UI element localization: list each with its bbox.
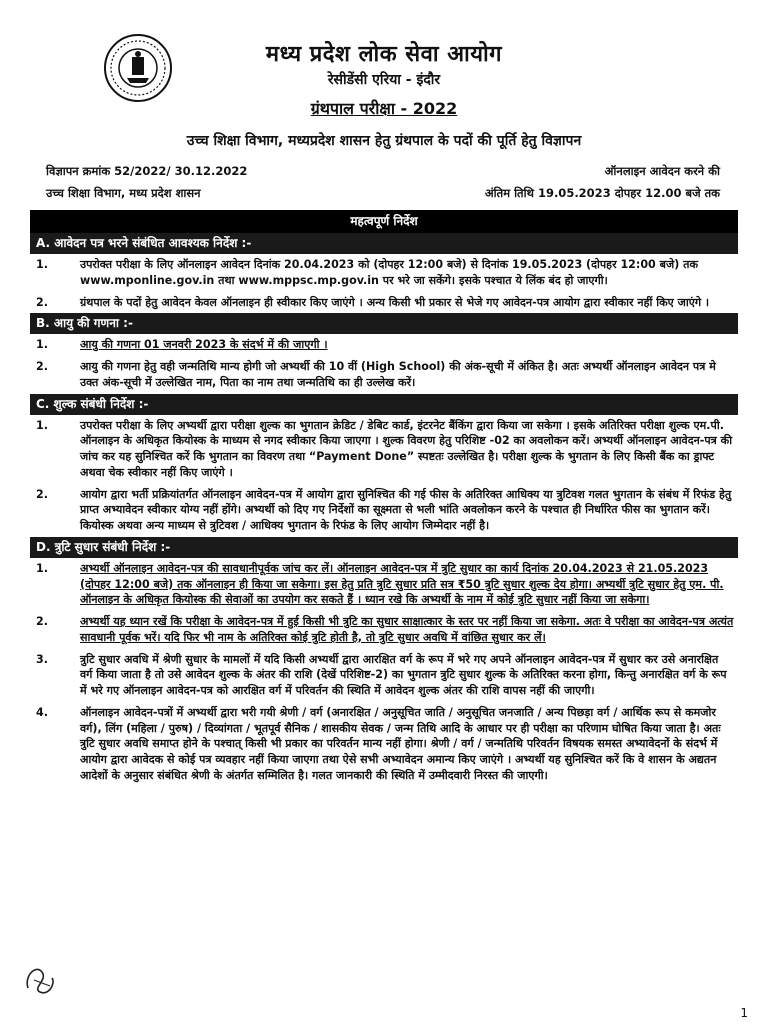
page-number: 1 bbox=[740, 1006, 748, 1020]
list-item: 1. आयु की गणना 01 जनवरी 2023 के संदर्भ में की जाएगी । bbox=[30, 334, 738, 356]
advert-number: विज्ञापन क्रमांक 52/2022/ 30.12.2022 bbox=[46, 164, 248, 178]
list-item: 1. अभ्यर्थी ऑनलाइन आवेदन-पत्र की सावधानीपूर्वक जांच कर लें। ऑनलाइन आवेदन-पत्र में त्रुटि सुधार का कार्य दिनांक 20.04.2023 से 21.05.2023 (दोपहर 12:00 बजे) तक ऑनलाइन ही किया जा सकेगा। इस हेतु प्रति त्रुटि सुधार प्रति सत्र ₹50 त्रुटि सुधार शुल्क देय होगा। अभ्यर्थी त्रुटि सुधार हेतु एम. पी. ऑनलाइन के अधिकृत कियोस्क की सेवाओं का उपयोग कर सकते हैं । ध्यान रखे कि अभ्यर्थी के नाम में कोई त्रुटि सुधार नहीं किया जा सकेगा। bbox=[30, 558, 738, 611]
instruction-text: आयु की गणना हेतु वही जन्मतिथि मान्य होगी जो अभ्यर्थी की 10 वीं (High School) की अंक-सूची में अंकित है। अतः अभ्यर्थी ऑनलाइन आवेदन पत्र मे उक्त अंक-सूची में उल्लेखित नाम, पिता का नाम तथा जन्मतिथि का ही उल्लेख करें। bbox=[80, 360, 716, 389]
org-address: रेसीडेंसी एरिया - इंदौर bbox=[327, 72, 441, 88]
instruction-text: ऑनलाइन आवेदन-पत्रों में अभ्यर्थी द्वारा भरी गयी श्रेणी / वर्ग (अनारक्षित / अनुसूचित जाति / अनुसूचित जनजाति / अन्य पिछड़ा वर्ग / आर्थिक रूप से कमजोर वर्ग), लिंग (महिला / पुरुष) / दिव्यांगता / भूतपूर्व सैनिक / शासकीय सेवक / जन्म तिथि आदि के आधार पर ही परीक्षा का परिणाम घोषित किया जाता है। अतः त्रुटि सुधार अवधि समाप्त होने के पश्चात् किसी भी प्रकार का परिवर्तन मान्य नहीं होगा। श्रेणी / वर्ग / जन्मतिथि परिवर्तन विषयक समस्त अभ्यावेदनों के संदर्भ में आयोग द्वारा आवेदक से कोई पत्र व्यवहार नहीं किया जाएगा तथा ऐसे सभी अभ्यावेदन अमान्य किए जाएंगे । अभ्यर्थी यह सुनिश्चित करें कि वे शासन के अद्यतन आदेशों के अनुसार संबंधित श्रेणी के अंतर्गत सम्मिलित है। गलत जानकारी की स्थिति में उम्मीदवारी निरस्त की जाएगी। bbox=[80, 705, 721, 782]
list-item: 1. उपरोक्त परीक्षा के लिए अभ्यर्थी द्वारा परीक्षा शुल्क का भुगतान क्रेडिट / डेबिट कार्ड, इंटरनेट बैंकिंग द्वारा किया जा सकेगा । इसके अतिरिक्त परीक्षा शुल्क एम.पी. ऑनलाइन के अधिकृत कियोस्क के माध्यम से नगद स्वीकार किया जाएगा । शुल्क विवरण हेतु परिशिष्ट -02 का अवलोकन करें। अभ्यर्थी ऑनलाइन आवेदन-पत्र की जांच कर यह सुनिश्चित करें कि भुगतान का विवरण तथा “Payment Done” स्पष्टतः उल्लेखित है। परीक्षा शुल्क के भुगतान के लिए किसी बैंक का ड्राफ्ट अथवा चेक स्वीकार नहीं किए जाएंगे । bbox=[30, 415, 738, 484]
department-name: उच्च शिक्षा विभाग, मध्य प्रदेश शासन bbox=[46, 186, 201, 200]
instruction-text: उपरोक्त परीक्षा के लिए अभ्यर्थी द्वारा परीक्षा शुल्क का भुगतान क्रेडिट / डेबिट कार्ड, इंटरनेट बैंकिंग द्वारा किया जा सकेगा । इसके अतिरिक्त परीक्षा शुल्क एम.पी. ऑनलाइन के अधिकृत कियोस्क के माध्यम से नगद स्वीकार किया जाएगा । शुल्क विवरण हेतु परिशिष्ट -02 का अवलोकन करें। अभ्यर्थी ऑनलाइन आवेदन-पत्र की जांच कर यह सुनिश्चित करें कि भुगतान का विवरण तथा “Payment Done” स्पष्टतः उल्लेखित है। परीक्षा शुल्क के भुगतान के लिए किसी बैंक का ड्राफ्ट अथवा चेक स्वीकार नहीं किए जाएंगे । bbox=[80, 418, 733, 479]
instruction-text: अभ्यर्थी ऑनलाइन आवेदन-पत्र की सावधानीपूर्वक जांच कर लें। ऑनलाइन आवेदन-पत्र में त्रुटि सुधार का कार्य दिनांक 20.04.2023 से 21.05.2023 (दोपहर 12:00 बजे) तक ऑनलाइन ही किया जा सकेगा। इस हेतु प्रति त्रुटि सुधार प्रति सत्र ₹50 त्रुटि सुधार शुल्क देय होगा। अभ्यर्थी त्रुटि सुधार हेतु एम. पी. ऑनलाइन के अधिकृत कियोस्क की सेवाओं का उपयोग कर सकते हैं । ध्यान रखे कि अभ्यर्थी के नाम में कोई त्रुटि सुधार नहीं किया जा सकेगा। bbox=[80, 561, 724, 607]
list-item: 2. अभ्यर्थी यह ध्यान रखें कि परीक्षा के आवेदन-पत्र में हुई किसी भी त्रुटि का सुधार साक्षात्कार के स्तर पर नहीं किया जा सकेगा. अतः वे परीक्षा का आवेदन-पत्र अत्यंत सावधानी पूर्वक भरें। यदि फिर भी नाम के अतिरिक्त कोई त्रुटि होती है, तो त्रुटि सुधार अवधि में वांछित सुधार कर लें। bbox=[30, 611, 738, 649]
exam-title: ग्रंथपाल परीक्षा - 2022 bbox=[310, 99, 458, 118]
instruction-text: अभ्यर्थी यह ध्यान रखें कि परीक्षा के आवेदन-पत्र में हुई किसी भी त्रुटि का सुधार साक्षात्कार के स्तर पर नहीं किया जा सकेगा. अतः वे परीक्षा का आवेदन-पत्र अत्यंत सावधानी पूर्वक भरें। यदि फिर भी नाम के अतिरिक्त कोई त्रुटि होती है, तो त्रुटि सुधार अवधि में वांछित सुधार कर लें। bbox=[80, 615, 734, 644]
instruction-text: त्रुटि सुधार अवधि में श्रेणी सुधार के मामलों में यदि किसी अभ्यर्थी द्वारा आरक्षित वर्ग के रूप में भरे गए अपने ऑनलाइन आवेदन-पत्र में सुधार कर उसे अनारक्षित वर्ग किया जाता है तो उसे आवेदन शुल्क के अंतर की राशि (देखें परिशिष्ट-2) का भुगतान त्रुटि सुधार शुल्क के अतिरिक्त करना होगा, किन्तु अनारक्षित वर्ग के रूप में भरे गए ऑनलाइन आवेदन-पत्र को आरक्षित वर्ग में परिवर्तन की स्थिति में आवेदन शुल्क अंतर की राशि वापस नहीं की जाएगी। bbox=[80, 652, 727, 698]
instruction-text: ग्रंथपाल के पदों हेतु आवेदन केवल ऑनलाइन ही स्वीकार किए जाएंगे । अन्य किसी भी प्रकार से भेजे गए आवेदन-पत्र आयोग द्वारा स्वीकार नहीं किए जाएंगे । bbox=[80, 295, 710, 309]
instruction-text: आयोग द्वारा भर्ती प्रक्रियांतर्गत ऑनलाइन आवेदन-पत्र में आयोग द्वारा सुनिश्चित की गई फीस के अतिरिक्त आधिक्य या त्रुटिवश गलत भुगतान के संबंध में रिफंड हेतु प्राप्त अभ्यावेदन स्वीकार योग्य नहीं होंगे। अभ्यर्थी को दिए गए निर्देशों का सूक्ष्मता से भली भांति अवलोकन करने के पश्चात ही निर्धारित फीस का भुगतान करें। कियोस्क अथवा अन्य माध्यम से त्रुटिवश / आधिक्य भुगतान के रिफंड के लिए आयोग जिम्मेदार नहीं है। bbox=[80, 487, 732, 533]
last-date: अंतिम तिथि 19.05.2023 दोपहर 12.00 बजे तक bbox=[484, 186, 720, 200]
instruction-text: आयु की गणना 01 जनवरी 2023 के संदर्भ में की जाएगी । bbox=[80, 338, 328, 352]
advert-title: उच्च शिक्षा विभाग, मध्यप्रदेश शासन हेतु ग्रंथपाल के पदों की पूर्ति हेतु विज्ञापन bbox=[186, 133, 582, 149]
section-c-title: C. शुल्क संबंधी निर्देश :- bbox=[30, 394, 738, 415]
instructions-table bbox=[30, 210, 738, 787]
list-item: 4. ऑनलाइन आवेदन-पत्रों में अभ्यर्थी द्वारा भरी गयी श्रेणी / वर्ग (अनारक्षित / अनुसूचित जाति / अनुसूचित जनजाति / अन्य पिछड़ा वर्ग / आर्थिक रूप से कमजोर वर्ग), लिंग (महिला / पुरुष) / दिव्यांगता / भूतपूर्व सैनिक / शासकीय सेवक / जन्म तिथि आदि के आधार पर ही परीक्षा का परिणाम घोषित किया जाता है। अतः त्रुटि सुधार अवधि समाप्त होने के पश्चात् किसी भी प्रकार का परिवर्तन मान्य नहीं होगा। श्रेणी / वर्ग / जन्मतिथि परिवर्तन विषयक समस्त अभ्यावेदनों के संदर्भ में आयोग द्वारा आवेदक से कोई पत्र व्यवहार नहीं किया जाएगा तथा ऐसे सभी अभ्यावेदन अमान्य किए जाएंगे । अभ्यर्थी यह सुनिश्चित करें कि वे शासन के अद्यतन आदेशों के अनुसार संबंधित श्रेणी के अंतर्गत सम्मिलित है। गलत जानकारी की स्थिति में उम्मीदवारी निरस्त की जाएगी। bbox=[30, 702, 738, 787]
section-b-title: B. आयु की गणना :- bbox=[30, 313, 738, 334]
list-item: 2. ग्रंथपाल के पदों हेतु आवेदन केवल ऑनलाइन ही स्वीकार किए जाएंगे । अन्य किसी भी प्रकार से भेजे गए आवेदन-पत्र आयोग द्वारा स्वीकार नहीं किए जाएंगे । bbox=[30, 292, 738, 314]
org-name: मध्य प्रदेश लोक सेवा आयोग bbox=[265, 42, 503, 67]
list-item: 3. त्रुटि सुधार अवधि में श्रेणी सुधार के मामलों में यदि किसी अभ्यर्थी द्वारा आरक्षित वर्ग के रूप में भरे गए अपने ऑनलाइन आवेदन-पत्र में सुधार कर उसे अनारक्षित वर्ग किया जाता है तो उसे आवेदन शुल्क के अंतर की राशि (देखें परिशिष्ट-2) का भुगतान त्रुटि सुधार शुल्क के अतिरिक्त करना होगा, किन्तु अनारक्षित वर्ग के रूप में भरे गए ऑनलाइन आवेदन-पत्र को आरक्षित वर्ग में परिवर्तन की स्थिति में आवेदन शुल्क अंतर की राशि वापस नहीं की जाएगी। bbox=[30, 649, 738, 702]
table-heading: महत्वपूर्ण निर्देश bbox=[30, 210, 738, 233]
list-item: 1. उपरोक्त परीक्षा के लिए ऑनलाइन आवेदन दिनांक 20.04.2023 को (दोपहर 12:00 बजे) से दिनांक 19.05.2023 (दोपहर 12:00 बजे) तक www.mponline.gov.in तथा www.mppsc.mp.gov.in पर भरे जा सकेंगे। इसके पश्चात ये लिंक बंद हो जाएगी। bbox=[30, 254, 738, 292]
list-item: 2. आयोग द्वारा भर्ती प्रक्रियांतर्गत ऑनलाइन आवेदन-पत्र में आयोग द्वारा सुनिश्चित की गई फीस के अतिरिक्त आधिक्य या त्रुटिवश गलत भुगतान के संबंध में रिफंड हेतु प्राप्त अभ्यावेदन स्वीकार योग्य नहीं होंगे। अभ्यर्थी को दिए गए निर्देशों का सूक्ष्मता से भली भांति अवलोकन करने के पश्चात ही निर्धारित फीस का भुगतान करें। कियोस्क अथवा अन्य माध्यम से त्रुटिवश / आधिक्य भुगतान के रिफंड के लिए आयोग जिम्मेदार नहीं है। bbox=[30, 484, 738, 537]
section-a-title: A. आवेदन पत्र भरने संबंधित आवश्यक निर्देश :- bbox=[30, 233, 738, 254]
instruction-text: उपरोक्त परीक्षा के लिए ऑनलाइन आवेदन दिनांक 20.04.2023 को (दोपहर 12:00 बजे) से दिनांक 19.05.2023 (दोपहर 12:00 बजे) तक www.mponline.gov.in तथा www.mppsc.mp.gov.in पर भरे जा सकेंगे। इसके पश्चात ये लिंक बंद हो जाएगी। bbox=[80, 258, 698, 287]
list-item: 2. आयु की गणना हेतु वही जन्मतिथि मान्य होगी जो अभ्यर्थी की 10 वीं (High School) की अंक-सूची में अंकित है। अतः अभ्यर्थी ऑनलाइन आवेदन पत्र मे उक्त अंक-सूची में उल्लेखित नाम, पिता का नाम तथा जन्मतिथि का ही उल्लेख करें। bbox=[30, 356, 738, 394]
section-d-title: D. त्रुटि सुधार संबंधी निर्देश :- bbox=[30, 537, 738, 558]
signature-mark bbox=[22, 958, 60, 998]
online-apply-label: ऑनलाइन आवेदन करने की bbox=[604, 164, 720, 178]
